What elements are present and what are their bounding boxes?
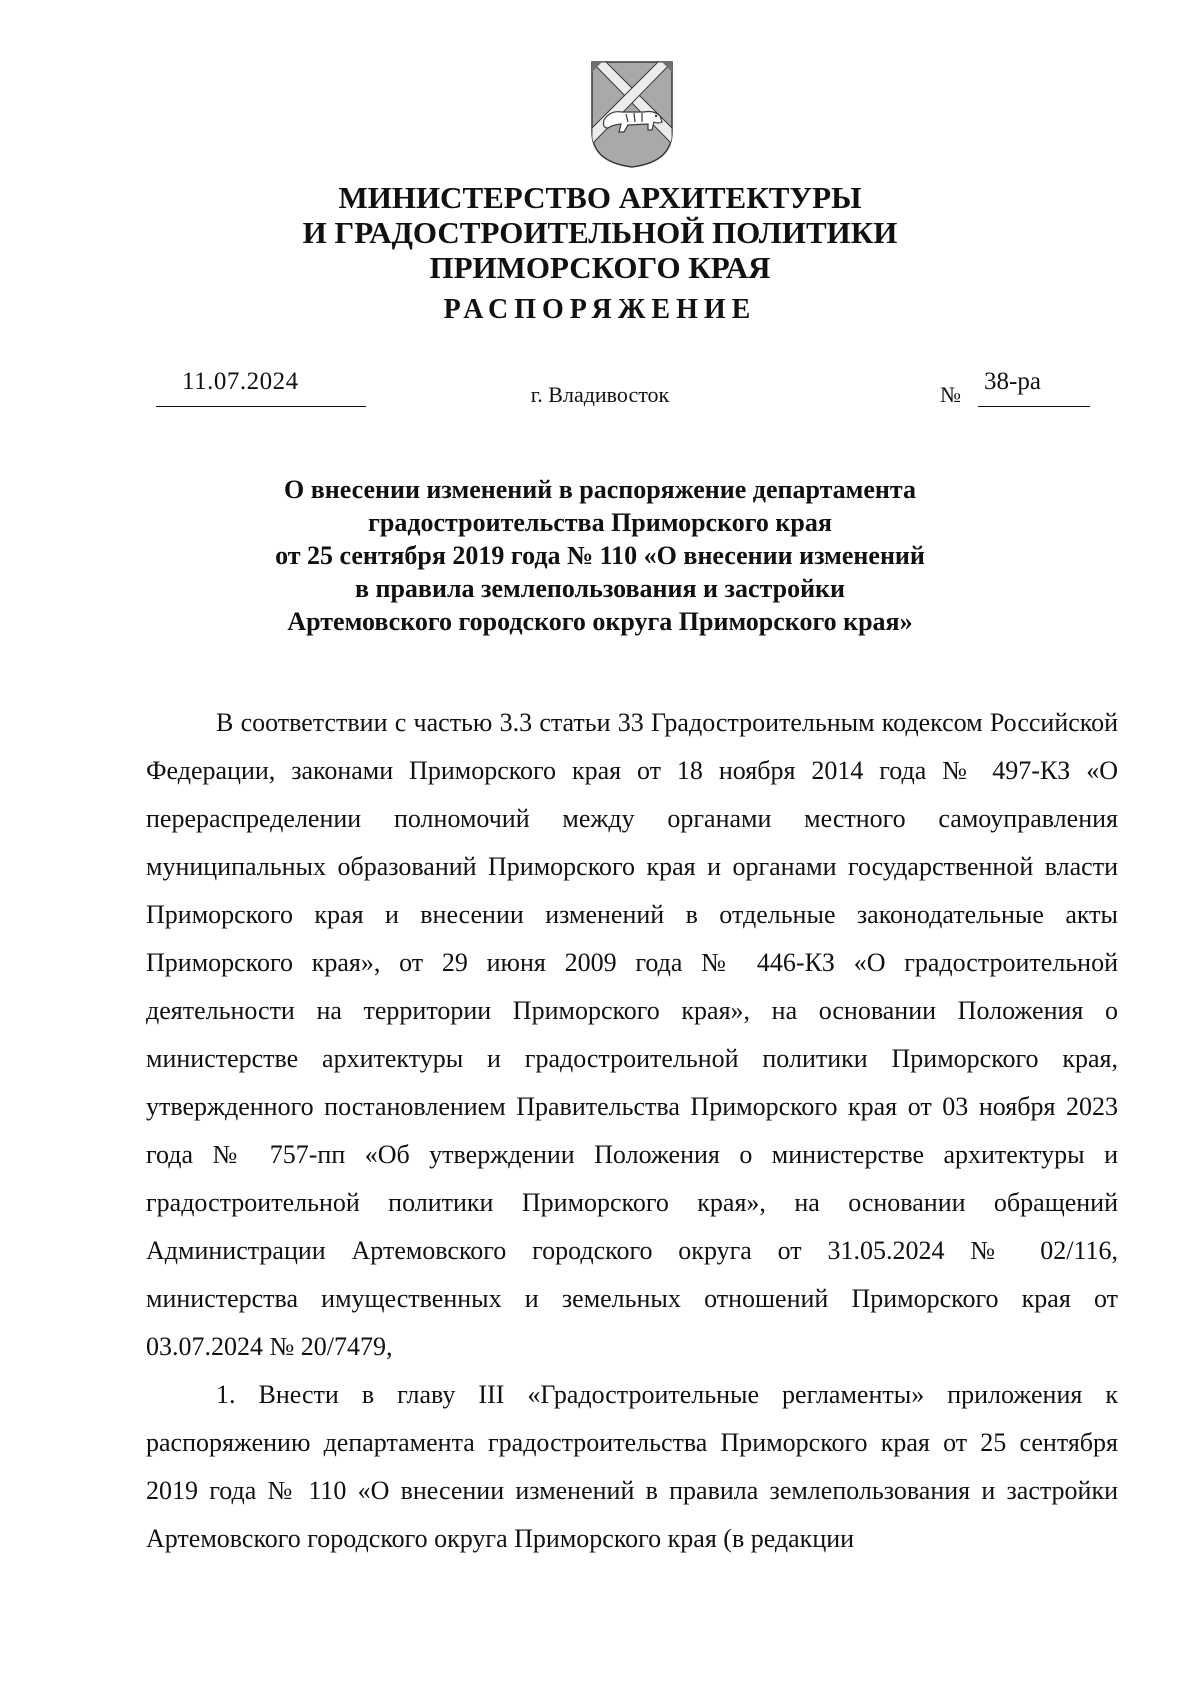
primorye-coat-of-arms-icon: [588, 58, 676, 170]
document-city: г. Владивосток: [530, 382, 670, 407]
ministry-name: [0, 180, 1200, 285]
body-paragraph-item-1: 1. Внести в главу III «Градостроительные регламенты» приложения к распоряжению департамента градостроительства Приморского края от 25 сентября 2019 года № 110 «О внесении изменений в правила землепользования и застройки Артемовского городского округа Приморского края (в редакции: [146, 1380, 1118, 1553]
document-date: 11.07.2024: [182, 368, 299, 395]
document-number: 38-ра: [984, 368, 1041, 395]
subject-line: в правила землепользования и застройки: [354, 574, 846, 603]
number-sign: №: [940, 382, 961, 407]
subject-line: от 25 сентября 2019 года № 110 «О внесении изменений: [275, 541, 925, 570]
body-paragraph-preamble: В соответствии с частью 3.3 статьи 33 Градостроительным кодексом Российской Федерации, законами Приморского края от 18 ноября 2014 года № 497-КЗ «О перераспределении полномочий между органами местного самоуправления муниципальных образований Приморского края и органами государственной власти Приморского края и внесении изменений в отдельные законодательные акты Приморского края», от 29 июня 2009 года № 446-КЗ «О градостроительной деятельности на территории Приморского края», на основании Положения о министерстве архитектуры и градостроительной политики Приморского края, утвержденного постановлением Правительства Приморского края от 03 ноября 2023 года № 757-пп «Об утверждении Положения о министерстве архитектуры и градостроительной политики Приморского края», на основании обращений Администрации Артемовского городского округа от 31.05.2024 № 02/116, министерства имущественных и земельных отношений Приморского края от 03.07.2024 № 20/7479,: [146, 708, 1118, 1361]
ministry-line: И ГРАДОСТРОИТЕЛЬНОЙ ПОЛИТИКИ: [302, 215, 898, 250]
subject-line: О внесении изменений в распоряжение департамента: [283, 475, 916, 504]
document-subject: [100, 473, 1100, 638]
ministry-line: ПРИМОРСКОГО КРАЯ: [429, 250, 771, 285]
number-underline: [978, 406, 1090, 407]
subject-line: Артемовского городского округа Приморского края»: [287, 607, 913, 636]
document-body: [146, 699, 1118, 1563]
document-type: РАСПОРЯЖЕНИЕ: [443, 294, 757, 325]
subject-line: градостроительства Приморского края: [368, 508, 832, 537]
ministry-line: МИНИСТЕРСТВО АРХИТЕКТУРЫ: [338, 180, 862, 215]
